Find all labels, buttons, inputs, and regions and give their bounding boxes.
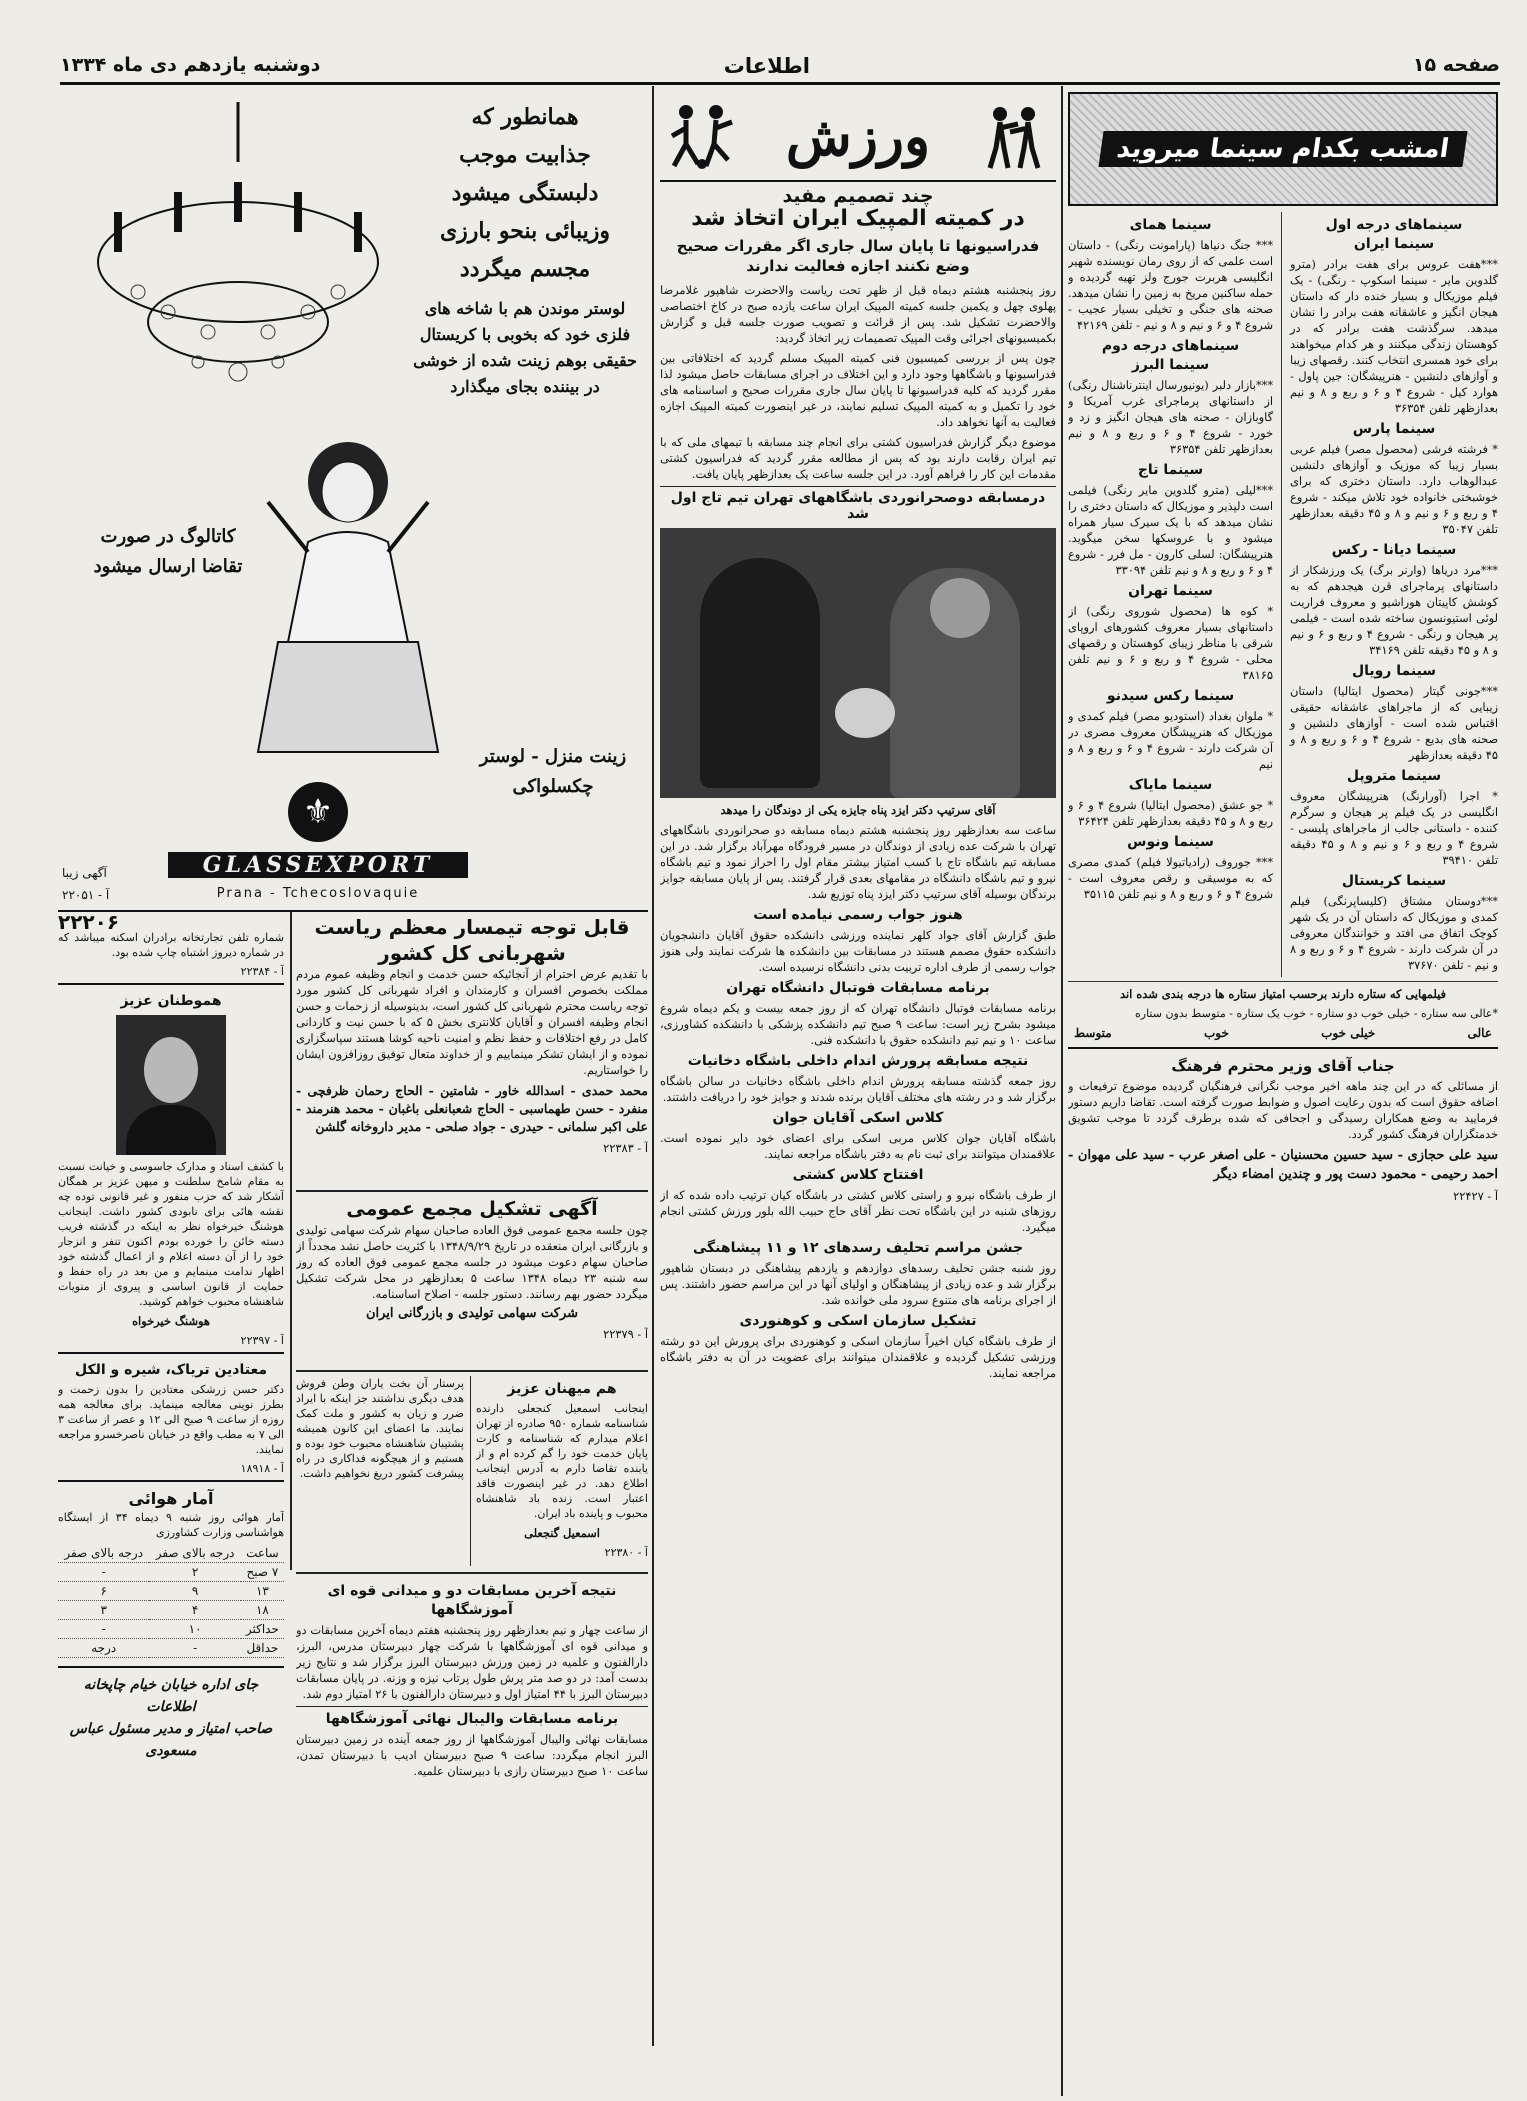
- catalog-text: کاتالوگ در صورت تقاضا ارسال میشود: [93, 526, 243, 577]
- citizens-sign: هوشنگ خیرخواه: [132, 1314, 210, 1328]
- volleyball-title: برنامه مسابقات والیبال نهائی آموزشگاهها: [296, 1706, 648, 1729]
- royal-text: ***جونی گیتار (محصول ایتالیا) داستان زیبایی که از ماجراهای عاشقانه حقیقی اقتباس شده است - آوازهای دلنشین و صحنه های بدیع - شروع ۴ و ۶ و ربع و ۸ و ۴۵ دقیقه بعدازظهر: [1290, 684, 1498, 762]
- paper-name: اطلاعات: [723, 54, 810, 78]
- ad-agency: آگهی زیبا: [62, 866, 107, 880]
- minister-title: جناب آقای وزیر محترم فرهنگ: [1171, 1057, 1395, 1075]
- rating-excellent: عالی: [1467, 1026, 1492, 1040]
- sports-p6-title: برنامه مسابقات فوتبال دانشگاه تهران: [726, 980, 990, 996]
- rating-note: *عالی سه ستاره - خیلی خوب دو ستاره - خوب یک ستاره - متوسط بدون ستاره: [1135, 1007, 1498, 1020]
- table-cell: حداقل: [241, 1639, 284, 1658]
- table-cell: ۲: [149, 1563, 240, 1582]
- sports-headline-3: فدراسیونها تا پایان سال جاری اگر مقررات صحیح وضع نکنند اجازه فعالیت ندارند: [676, 237, 1040, 275]
- sports-headline-2: در کمیته المپیک ایران اتخاذ شد: [691, 206, 1025, 231]
- venus-text: *** جوروف (رادیاتیولا فیلم) کمدی مصری که به موسیقی و رقص معروف است - شروع ۴ و ۶ و ربع و ۸ و نیم تلفن ۳۵۱۱۵: [1068, 855, 1274, 901]
- table-cell: ۶: [58, 1582, 149, 1601]
- general-assembly-notice: [296, 1196, 648, 1366]
- sports-p6: برنامه مسابقات فوتبال دانشگاه تهران که از روز جمعه بیست و یکم دیماه شروع میشود بشرح زیر است: ساعت ۹ صبح تیم دانشکده پزشکی با دانشکده کشاورزی، ساعت ۱۰ و نیم تیم دانشکده حقوق با دانشکده فنی.: [660, 1001, 1056, 1047]
- glassexport-logo: ⚜: [288, 782, 348, 842]
- homa-text: *** جنگ دنیاها (پارامونت رنگی) - داستان است علمی که از روی رمان نویسنده شهیر انگلیسی هربرت جورج ولز تهیه گردیده و حمله ساکنین مریخ به زمین را نشان میدهد. صحنه های جنگی و تخیلی بسیار عجیب - شروع ۴ و ۶ و نیم و ۸ و نیم - تلفن ۴۲۱۶۹: [1068, 238, 1274, 332]
- citizens-text: با کشف اسناد و مدارک جاسوسی و خیانت نسبت به مقام شامخ سلطنت و میهن عزیز بر همگان آشکار شد که حزب منفور و غیر قانونی توده چه نقشه هائی برای نابودی کشور داشت. اینجانب هوشنگ خیرخواه نظر به اینکه در گذشته فریب دسته خائن را خورده بودم اکنون تنفر و انزجار خود را از آن دسته اعلام و از اعمال گذشته خود اظهار ندامت مینمایم و من بعد در راه حفظ و حمایت از قانون اساسی و پیروی از منویات شاهنشاه محبوب خواهم کوشید.: [58, 1160, 284, 1308]
- column-rule: [290, 910, 292, 1570]
- alborz-text: ***بازار دلبر (یونیورسال اینترناشنال رنگی) از داستانهای پرماجرای غرب آمریکا و گاوبازان - صحنه های هیجان انگیز و زد و خورد - شروع ۴ و ۶ و ربع و ۸ و نیم بعدازظهر تلفن ۳۶۳۵۴: [1068, 378, 1274, 456]
- sports-p11: از طرف باشگاه کیان اخیراً سازمان اسکی و کوهنوردی برای پرورش این دو رشته ورزشی تشکیل گردیده و علاقمندان میتوانند برای عضویت در آن به دفتر باشگاه مراجعه نمایند.: [660, 1334, 1056, 1380]
- cinema-banner-text: امشب بکدام سینما میروید: [1099, 131, 1468, 167]
- rating-good: خوب: [1203, 1026, 1229, 1040]
- page-number: صفحه ۱۵: [1412, 54, 1500, 76]
- table-cell: حداکثر: [241, 1620, 284, 1639]
- chandelier-ad: [58, 92, 648, 912]
- phone-code: آ - ۲۲۳۸۴: [240, 965, 284, 978]
- rating-very-good: خیلی خوب: [1321, 1026, 1376, 1040]
- table-row: [58, 1544, 284, 1563]
- table-row: [58, 1620, 284, 1639]
- cinema-column: [1068, 92, 1498, 2092]
- woman-illustration: [208, 422, 468, 762]
- sports-p8-title: کلاس اسکی آقایان جوان: [772, 1110, 944, 1126]
- general-assembly-code: آ - ۲۲۳۷۹: [603, 1327, 648, 1341]
- tehran-text: * کوه ها (محصول شوروی رنگی) از داستانهای بسیار معروف کشورهای اروپای شرقی با مناظر زیبای کوهستان و رقصهای محلی - شروع ۴ و ربع و ۶ و نیم تلفن ۳۸۱۶۵: [1068, 604, 1274, 682]
- police-notice-text: با تقدیم عرض احترام از آنجائیکه حسن خدمت و انجام وظیفه عموم مردم مملکت بخصوص افسران و کارمندان و افراد شهربانی کل کشور مورد توجه ریاست محترم شهربانی کل کشور است، بدینوسیله از زحمات و حسن انجام وظیفه افسران و آقایان کلانتری بخش ۵ که با حسن نیت و کاردانی کامل در رفع اختلافات و حفظ نظم و امنیت ناحیه کوشا هستند سپاسگزاری نموده و از ایشان تشکر مینماییم و از خداوند متعال توفیق روزافزون ایشان را خواستاریم.: [296, 967, 648, 1077]
- lost-id-code: آ - ۲۲۳۸۰: [604, 1546, 648, 1559]
- school-athletics-text: از ساعت چهار و نیم بعدازظهر روز پنجشنبه هفتم دیماه آخرین مسابقات دو و میدانی قوه ای آموزشگاهها با شرکت چهار دبیرستان مدرس، البرز، دارالفنون و علمیه در زمین ورزش دبیرستان البرز برگزار شد و نتایج زیر بدست آمد: در دو صد متر پرش طول پرتاب نیزه و وزنه. در پایان مسابقات دبیرستان البرز با ۴۴ امتیاز اول و دبیرستان دارالفنون با ۲۶ امتیاز دوم شد.: [296, 1623, 648, 1701]
- left-narrow-column: [58, 914, 284, 2094]
- portrait-photo: [116, 1015, 226, 1155]
- rating-note-title: فیلمهایی که ستاره دارند برحسب امتیاز ستاره ها درجه بندی شده اند: [1120, 987, 1446, 1001]
- table-cell: ۹: [149, 1582, 240, 1601]
- rating-average: متوسط: [1074, 1026, 1112, 1040]
- rule: [470, 1376, 471, 1566]
- general-assembly-title: آگهی تشکیل مجمع عمومی: [346, 1198, 598, 1220]
- sports-p2: چون پس از بررسی کمیسیون فنی کمیته المپیک مسلم گردید که اختلافاتی بین فدراسیونها و باشگاهها وجود دارد و این اختلاف در اجرای مسابقات حاصل میشود لذا مقرر گردید که کلیه فدراسیونها تا پایان سال جاری مقررات صحیح و اساسنامه های خود را تکمیل و به کمیته المپیک تسلیم نمایند، در غیر اینصورت کمیته المپیک اجازه فعالیت به آنها نخواهد داد.: [660, 351, 1056, 429]
- grade2-title: سینماهای درجه دوم سینما البرز: [1101, 338, 1240, 373]
- sports-p5: طبق گزارش آقای جواد کلهر نماینده ورزشی دانشکده حقوق آقایان دانشجویان دانشکده حقوق مصمم هستند در مسابقات بین دانشکده ها شرکت نمایند ولی هنوز جواب رسمی از طرف اداره تربیت بدنی دانشگاه نرسیده است.: [660, 928, 1056, 974]
- cinema-iran-text: ***هفت عروس برای هفت برادر (مترو گلدوین مایر - سینما اسکوپ - رنگی) - یک فیلم موزیکال و بسیار خنده دار که داستان هیجان انگیز و عاشقانه هفت برادر را نشان میدهد. سرگذشت هفت برادر که در کوهستان زندگی میکنند و هر کدام میخواهند برای خود همسری انتخاب کنند. رقصهای زیبا و آوازهای دلنشین - هنرپیشگان: جین پاول - هوارد کیل - شروع ۴ و ۶ و ربع و ۸ و نیم بعدازظهر تلفن ۳۶۳۵۴: [1290, 257, 1498, 415]
- metro-title: سینما متروپل: [1346, 768, 1442, 784]
- table-row: [58, 1563, 284, 1582]
- weather-table: [58, 1544, 284, 1658]
- table-cell: ۱۳: [241, 1582, 284, 1601]
- ad-code: آ - ۲۲۰۵۱: [62, 888, 110, 902]
- table-cell: -: [58, 1620, 149, 1639]
- sidney-text: * ملوان بغداد (استودیو مصر) فیلم کمدی و موزیکال که هنرپیشگان معروف مصری در آن شرکت دارند - شروع ۴ و ۶ و ربع و ۸ و نیم: [1068, 709, 1274, 771]
- sports-p1: روز پنجشنبه هشتم دیماه قبل از ظهر تحت ریاست والاحضرت شاهپور غلامرضا پهلوی چهل و یکمین جلسه کمیته المپیک ایران ساعت یازده صبح در کاخ اختصاصی والاحضرت تشکیل شد. پس از قرائت و تصویب صورت جلسه قبل و گزارش بکمیسیونهای اجرائی وقت المپیک تصمیمات زیر اتخاذ گردید:: [660, 283, 1056, 345]
- table-row: [58, 1601, 284, 1620]
- citizens-code: آ - ۲۲۳۹۷: [240, 1334, 284, 1347]
- addiction-title: معتادین تریاک، شیره و الکل: [74, 1362, 268, 1378]
- table-cell: ۱۰: [149, 1620, 240, 1639]
- table-cell: -: [58, 1563, 149, 1582]
- weather-header: ساعت: [241, 1544, 284, 1563]
- glassexport-location: Prana - Tchecoslovaquie: [216, 886, 420, 901]
- minister-sign: سید علی حجازی - سید حسین محسنیان - علی اصغر عرب - سید علی مهوان - احمد رحیمی - محمود دست پور و چندین امضاء دیگر: [1068, 1148, 1498, 1182]
- photo-caption: آقای سرتیپ دکتر ایزد پناه جایزه یکی از دوندگان را میدهد: [720, 803, 996, 817]
- tehran-title: سینما تهران: [1128, 583, 1213, 599]
- ad-line-1: همانطور که: [471, 104, 579, 130]
- sidney-title: سینما رکس سیدنو: [1106, 688, 1235, 704]
- mayak-text: * جو عشق (محصول ایتالیا) شروع ۴ و ۶ و ربع و ۸ و ۴۵ دقیقه بعدازظهر تلفن ۳۶۴۲۴: [1068, 798, 1274, 828]
- cinema-subcol-left: [1068, 212, 1273, 977]
- cross-country-title: درمسابقه دوصحرانوردی باشگاههای تهران تیم تاج اول شد: [660, 486, 1056, 522]
- taj-text: ***لیلی (مترو گلدوین مایر رنگی) فیلمی است دلپذیر و موزیکال که داستان دختری را نشان میدهد که با یک سیرک سیار همراه میشود و با عروسکها سخن میگوید. هنرپیشگان: لسلی کارون - مل فرر - شروع ۴ و ۶ و ربع و ۸ و نیم تلفن ۳۳۰۹۴: [1068, 483, 1274, 577]
- table-cell: ۴: [149, 1601, 240, 1620]
- mayak-title: سینما مایاک: [1128, 777, 1213, 793]
- rating-legend: [1068, 1025, 1498, 1041]
- table-row: [58, 1639, 284, 1658]
- sports-p5-title: هنوز جواب رسمی نیامده است: [753, 907, 963, 923]
- sports-banner: [660, 92, 1056, 182]
- rule: [296, 1370, 648, 1372]
- publisher-owner: صاحب امتیاز و مدیر مسئول عباس مسعودی: [69, 1721, 273, 1759]
- phone-text: شماره تلفن تجارتخانه برادران اسکنه میباشد که در شماره دیروز اشتباه چاپ شده بود.: [58, 931, 284, 959]
- sports-p10-title: جشن مراسم تحلیف رسدهای ۱۲ و ۱۱ پیشاهنگی: [692, 1240, 1024, 1256]
- sports-p9: از طرف باشگاه نیرو و راستی کلاس کشتی در باشگاه کیان ترتیب داده شده که از روزهای شنبه در این باشگاه تحت نظر آقای حاج حبیب الله بلور ورزش کشتی انجام میگیرد.: [660, 1188, 1056, 1234]
- lost-id-text: اینجانب اسمعیل کنجعلی دارنده شناسنامه شماره ۹۵۰ صادره از تهران اعلام میدارم که شناسنامه و کارت پایان خدمت خود را گم کرده ام و از یابنده تقاضا دارم به آدرس اینجانب اطلاع دهد. در غیر اینصورت فاقد اعتبار است. زنده باد شاهنشاه محبوب و پاینده باد ایران.: [476, 1402, 648, 1520]
- rule: [296, 1190, 648, 1192]
- school-athletics: [296, 1578, 648, 2048]
- sports-p3: موضوع دیگر گزارش فدراسیون کشتی برای انجام چند مسابقه با تیمهای ملی که با تیم ایران رقابت دارند بود که پس از مطالعه مقرر گردید که فدراسیون کشتی مقدمات این کار را فراهم آورد. در این جلسه ساعت یک بعدازظهر پایان یافت.: [660, 435, 1056, 481]
- product-text: زینت منزل - لوستر چکسلواکی: [479, 746, 627, 797]
- lost-id-notice: [476, 1376, 648, 1566]
- royal-title: سینما رویال: [1351, 663, 1437, 679]
- police-notice: [296, 914, 648, 1184]
- table-cell: -: [149, 1639, 240, 1658]
- weather-header: درجه بالای صفر: [58, 1544, 149, 1563]
- crystal-title: سینما کریستال: [1341, 873, 1447, 889]
- footballers-icon: [666, 100, 738, 172]
- column-rule: [652, 86, 654, 2046]
- general-assembly-sign: شرکت سهامی تولیدی و بازرگانی ایران: [365, 1306, 579, 1321]
- volleyball-text: مسابقات نهائی والیبال آموزشگاهها از روز جمعه آینده در زمین دبیرستان البرز انجام میگردد: ساعت ۹ صبح دبیرستان ادیب با دبیرستان تمدن، ساعت ۱۰ صبح دبیرستان رازی با دبیرستان علمیه.: [296, 1732, 648, 1778]
- rule: [296, 1572, 648, 1574]
- sports-headline-1: چند تصمیم مفید: [782, 185, 934, 207]
- taj-title: سینما تاج: [1137, 462, 1204, 478]
- ad-line-6: لوستر موندن هم با شاخه های فلزی خود که بخوبی با کریستال حقیقی بوهم زینت شده از خوشی در بیننده بجای میگذارد: [413, 299, 637, 396]
- citizens-title: هموطنان عزیز: [120, 993, 222, 1009]
- chandelier-illustration: [78, 102, 398, 432]
- issue-date: دوشنبه یازدهم دی ماه ۱۳۳۴: [60, 54, 321, 76]
- ad-line-5: مجسم میگردد: [459, 256, 591, 282]
- ad-line-4: وزیبائی بنحو بارزی: [439, 218, 611, 244]
- glassexport-name: GLASSEXPORT: [168, 852, 468, 878]
- ad-line-2: جذابیت موجب: [459, 142, 591, 168]
- diana-text: ***مرد دریاها (وارنر برگ) یک ورزشکار از داستانهای پرماجرای قرن هیجدهم که به کوشش کاپیتان هوراشیو و معروف فراریت لوئی استیونسون ساخته شده است - فیلمی پر هیجان و رنگی - شروع ۴ و ربع و ۶ و نیم و ۸ و ۴۵ دقیقه تلفن ۳۴۱۶۹: [1290, 563, 1498, 657]
- crystal-text: ***دوستان مشتاق (کلیساپرنگی) فیلم کمدی و موزیکال که داستان آن در یک شهر کوچک اتفاق می افتد و خوانندگان معروفی در آن شرکت دارند - شروع ۴ و ۶ و ربع و ۸ و نیم - تلفن ۳۷۶۷۰: [1290, 894, 1498, 972]
- table-cell: درجه: [58, 1639, 149, 1658]
- sports-p7: روز جمعه گذشته مسابقه پرورش اندام داخلی باشگاه دخانیات در سالن باشگاه برگزار شد و در رشته های مختلف آقایان برنده شدند و جوایز خود را دریافت داشتند.: [660, 1074, 1056, 1104]
- metro-text: * اجرا (آورارنگ) هنرپیشگان معروف انگلیسی در یک فیلم پر هیجان و سرگرم کننده - داستانی جالب از ماجراهای پلیسی - شروع ۴ و ربع و ۶ و نیم و ۸ و ۴۵ دقیقه تلفن ۳۹۴۱۰: [1290, 789, 1498, 867]
- weather-title: آمار هوائی: [128, 1489, 214, 1508]
- minister-code: آ - ۲۲۴۲۷: [1453, 1189, 1498, 1203]
- table-cell: ۱۸: [241, 1601, 284, 1620]
- general-assembly-text: چون جلسه مجمع عمومی فوق العاده صاحبان سهام شرکت سهامی تولیدی و بازرگانی ایران منعقده در تاریخ ۱۳۴۸/۹/۲۹ با کثریت حاصل نشد مجدداً از صاحبان سهام دعوت میشود در جلسه مجمع عمومی فوق العاده که روز سه شنبه ۲۳ دیماه ۱۳۴۸ ساعت ۵ بعدازظهر در محل شرکت تشکیل میگردد حضور بهم رسانند. دستور جلسه - اصلاح اساسنامه.: [296, 1223, 648, 1301]
- addiction-code: آ - ۱۸۹۱۸: [240, 1462, 284, 1475]
- column-rule: [1061, 86, 1063, 2096]
- table-cell: ۳: [58, 1601, 149, 1620]
- venus-title: سینما ونوس: [1127, 834, 1214, 850]
- loyalty-notice: [296, 1376, 464, 1566]
- sports-banner-text: ورزش: [785, 104, 931, 168]
- lost-id-sign: اسمعیل گنجعلی: [524, 1526, 600, 1540]
- diana-title: سینما دیانا - رکس: [1331, 542, 1457, 558]
- grade1-title: سینماهای درجه اول سینما ایران: [1325, 217, 1463, 252]
- school-athletics-title: نتیجه آخرین مسابقات دو و میدانی قوه ای آموزشگاهها: [327, 1583, 617, 1618]
- sports-p10: روز شنبه جشن تحلیف رسدهای دوازدهم و یازدهم پیشاهنگی در دبستان شاهپور برگزار شد و عده زیادی از پیشاهنگان و اولیای آنها در این مراسم حضور داشتند. پس از اجرای برنامه های متنوع سرود ملی خوانده شد.: [660, 1261, 1056, 1307]
- publisher-address: جای اداره خیابان خیام چاپخانه اطلاعات: [83, 1677, 259, 1715]
- police-notice-code: آ - ۲۲۳۸۳: [603, 1141, 648, 1155]
- police-notice-title: قابل توجه تیمسار معظم ریاست شهربانی کل کشور: [314, 915, 630, 965]
- weather-text: آمار هوائی روز شنبه ۹ دیماه ۳۴ از ایستگاه هواشناسی وزارت کشاورزی: [58, 1511, 284, 1539]
- sports-p4: ساعت سه بعدازظهر روز پنجشنبه هشتم دیماه مسابقه دو صحرانوردی باشگاههای تهران با شرکت عده زیادی از دوندگان در مسیر فرودگاه مهرآباد برگزار شد. در این مسابقه تیم باشگاه تاج با کسب امتیاز بیشتر مقام اول را احراز نمود و تیم باشگاه نیرو و تیم باشگاه دانشگاه در مقامهای بعدی قرار گرفتند. پس از پایان مسابقه جوایز برندگان بوسیله آقای سرتیپ دکتر ایزد پناه توزیع شد.: [660, 823, 1056, 901]
- ad-line-3: دلبستگی میشود: [451, 180, 599, 206]
- sports-column: [660, 92, 1056, 2042]
- sports-p9-title: افتتاح کلاس کشتی: [792, 1167, 924, 1183]
- sports-p7-title: نتیجه مسابقه پرورش اندام داخلی باشگاه دخانیات: [687, 1053, 1029, 1069]
- sports-p11-title: تشکیل سازمان اسکی و کوهنوردی: [739, 1313, 977, 1329]
- paris-title: سینما پارس: [1352, 421, 1436, 437]
- minister-text: از مسائلی که در این چند ماهه اخیر موجب نگرانی فرهنگیان گردیده موضوع ترفیعات و اضافه حقوق است که بدون رعایت اصول و ضوابط صورت گرفته است. تقاضا داریم دستور فرمایید به وضع همکاران رسیدگی و اجحافی که شده برطرف گردد تا موجب تشویق خدمتگزاران فرهنگ کشور گردد.: [1068, 1079, 1498, 1141]
- homa-title: سینما همای: [1129, 217, 1212, 233]
- addiction-text: دکتر حسن زرشکی معتادین را بدون زحمت و بطرز نوینی معالجه مینماید. برای معالجه همه روزه از ساعت ۹ صبح الی ۱۲ و عصر از ساعت ۳ الی ۷ به مطب واقع در خیابان ناصرخسرو مراجعه نمایند.: [58, 1383, 284, 1456]
- loyalty-text: پرستار آن بخت یاران وطن فروش هدف دیگری نداشتند جز اینکه با ایراد ضرر و زیان به کشور و ملت کمک نمایند. ما اعضای این کانون همیشه پشتیبان شاهنشاه محبوب خود بوده و هستیم و از هیچگونه فداکاری در راه پیشرفت کشور دریغ نخواهیم داشت.: [296, 1377, 464, 1480]
- lost-id-title: هم میهنان عزیز: [507, 1381, 617, 1397]
- cinema-banner: [1068, 92, 1498, 206]
- table-row: [58, 1582, 284, 1601]
- police-notice-sign: محمد حمدی - اسدالله خاور - شامتین - الحاج رحمان ظرفچی - منفرد - حسن طهماسبی - الحاج شعبانعلی باغبان - محمد هنرمند - علی اکبر سلمانی - حیدری - جواد صلحی - مدیر داروخانه گلشن: [296, 1083, 648, 1134]
- weather-header: درجه بالای صفر: [149, 1544, 240, 1563]
- table-cell: ۷ صبح: [241, 1563, 284, 1582]
- paris-text: * فرشته فرشی (محصول مصر) فیلم عربی بسیار زیبا که موزیک و آوازهای دلنشین عبدالوهاب دارد. داستان دختری که برای خوشبختی خانواده خود تلاش میکند - شروع ۴ و ربع و ۶ و نیم و ۸ و ۴۵ دقیقه بعدازظهر تلفن ۳۵۰۴۷: [1290, 442, 1498, 536]
- phone-number: ۲۲۲۰۶: [58, 914, 120, 934]
- boxers-icon: [978, 100, 1050, 172]
- page-header: [60, 50, 1500, 85]
- cinema-subcol-right: [1290, 212, 1498, 977]
- sports-p8: باشگاه آقایان جوان کلاس مربی اسکی برای اعضای خود دایر نموده است. علاقمندان میتوانند برای ثبت نام به دفتر باشگاه مراجعه نمایند.: [660, 1131, 1056, 1161]
- award-photo: [660, 528, 1056, 798]
